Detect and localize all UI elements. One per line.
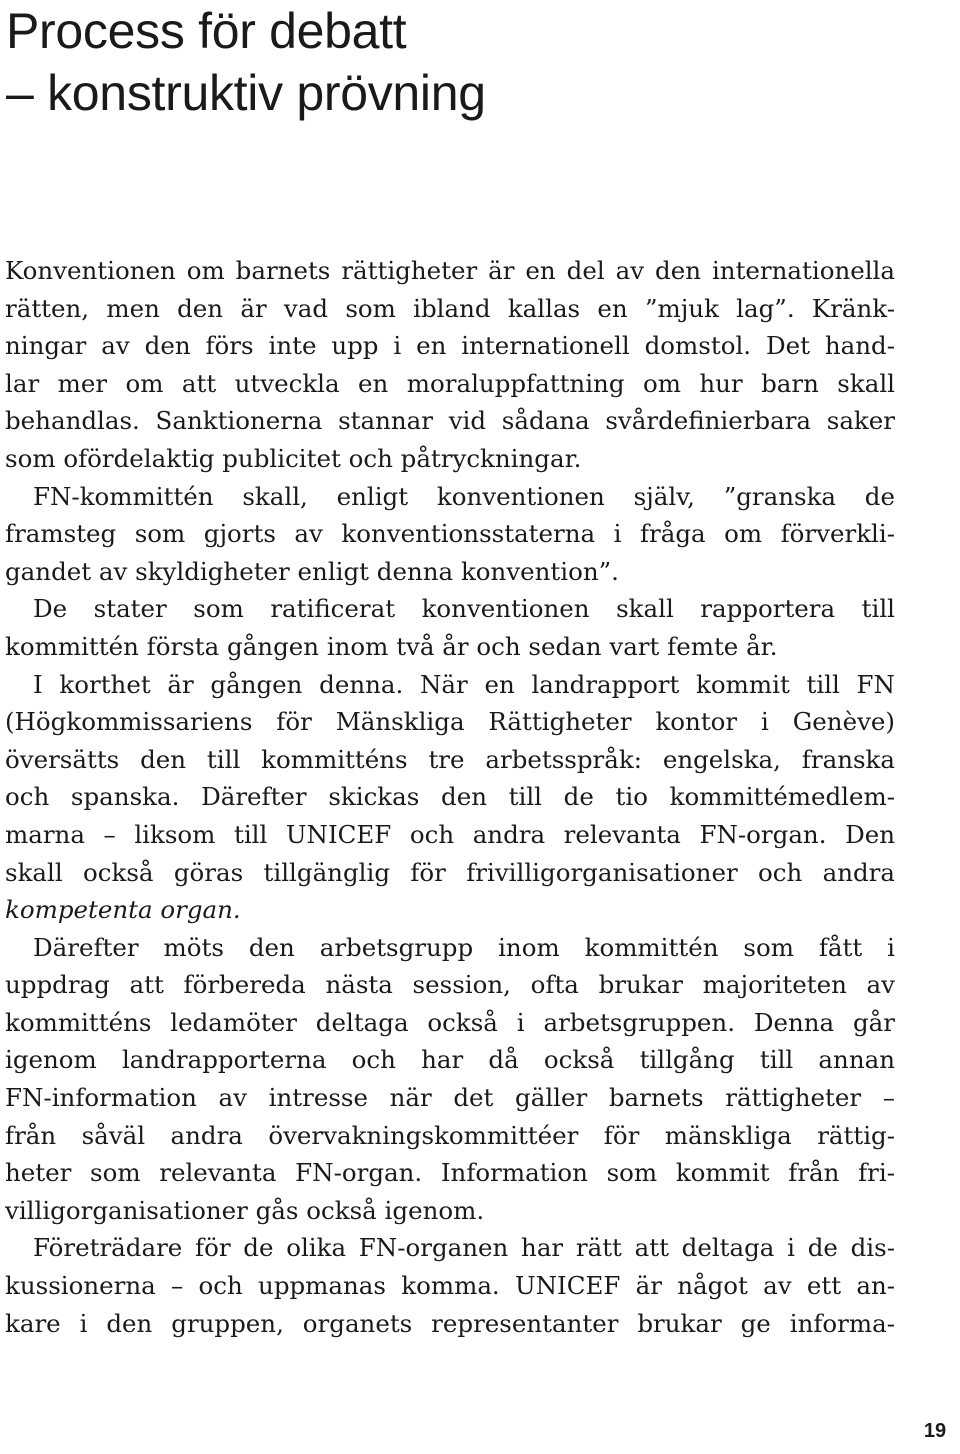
- body-line: översätts den till kommitténs tre arbetsspråk: engelska, franska: [5, 744, 895, 774]
- page-title-line-1: Process för debatt: [6, 3, 407, 59]
- body-line: och spanska. Därefter skickas den till de tio kommittémedlem-: [5, 782, 895, 812]
- body-line: rätten, men den är vad som ibland kallas en ”mjuk lag”. Kränk-: [5, 293, 895, 323]
- body-line: igenom landrapporterna och har då också tillgång till annan: [5, 1045, 895, 1075]
- body-line: som ofördelaktig publicitet och påtryckningar.: [5, 443, 582, 473]
- body-line: De stater som ratificerat konventionen skall rapportera till: [33, 594, 895, 624]
- body-line: kompetenta organ.: [5, 895, 241, 925]
- body-line: från såväl andra övervakningskommittéer för mänskliga rättig-: [5, 1120, 895, 1150]
- body-line: kussionerna – och uppmanas komma. UNICEF är något av ett an-: [5, 1271, 895, 1301]
- body-line: uppdrag att förbereda nästa session, ofta brukar majoriteten av: [5, 970, 895, 1000]
- body-line: I korthet är gången denna. När en landrapport kommit till FN: [33, 669, 895, 699]
- body-line: kommitténs ledamöter deltaga också i arbetsgruppen. Denna går: [5, 1007, 895, 1037]
- body-line: kommittén första gången inom två år och sedan vart femte år.: [5, 631, 778, 661]
- body-line: kare i den gruppen, organets representanter brukar ge informa-: [5, 1308, 895, 1338]
- body-line: Företrädare för de olika FN-organen har rätt att deltaga i de dis-: [33, 1233, 895, 1263]
- body-line: skall också göras tillgänglig för frivilligorganisationer och andra: [5, 857, 895, 887]
- body-line: behandlas. Sanktionerna stannar vid sådana svårdefinierbara saker: [5, 406, 895, 436]
- page-title: [6, 0, 486, 124]
- body-text: [5, 252, 895, 1342]
- body-line: gandet av skyldigheter enligt denna konvention”.: [5, 556, 619, 586]
- body-line: marna – liksom till UNICEF och andra relevanta FN-organ. Den: [5, 819, 895, 849]
- page-title-line-2: – konstruktiv prövning: [6, 65, 486, 121]
- body-line: lar mer om att utveckla en moraluppfattning om hur barn skall: [5, 368, 895, 398]
- body-line: Därefter möts den arbetsgrupp inom kommittén som fått i: [33, 932, 895, 962]
- body-line: ningar av den förs inte upp i en internationell domstol. Det hand-: [5, 331, 895, 361]
- page-number: 19: [923, 1420, 947, 1442]
- body-line: FN-kommittén skall, enligt konventionen själv, ”granska de: [33, 481, 895, 511]
- body-line: (Högkommissariens för Mänskliga Rättigheter kontor i Genève): [5, 707, 895, 737]
- body-line: Konventionen om barnets rättigheter är en del av den internationella: [5, 256, 895, 285]
- body-line: villigorganisationer gås också igenom.: [5, 1195, 485, 1225]
- body-line: heter som relevanta FN-organ. Information som kommit från fri-: [5, 1158, 895, 1188]
- body-line: framsteg som gjorts av konventionsstaterna i fråga om förverkli-: [5, 519, 895, 549]
- body-line: FN-information av intresse när det gäller barnets rättigheter –: [5, 1083, 895, 1113]
